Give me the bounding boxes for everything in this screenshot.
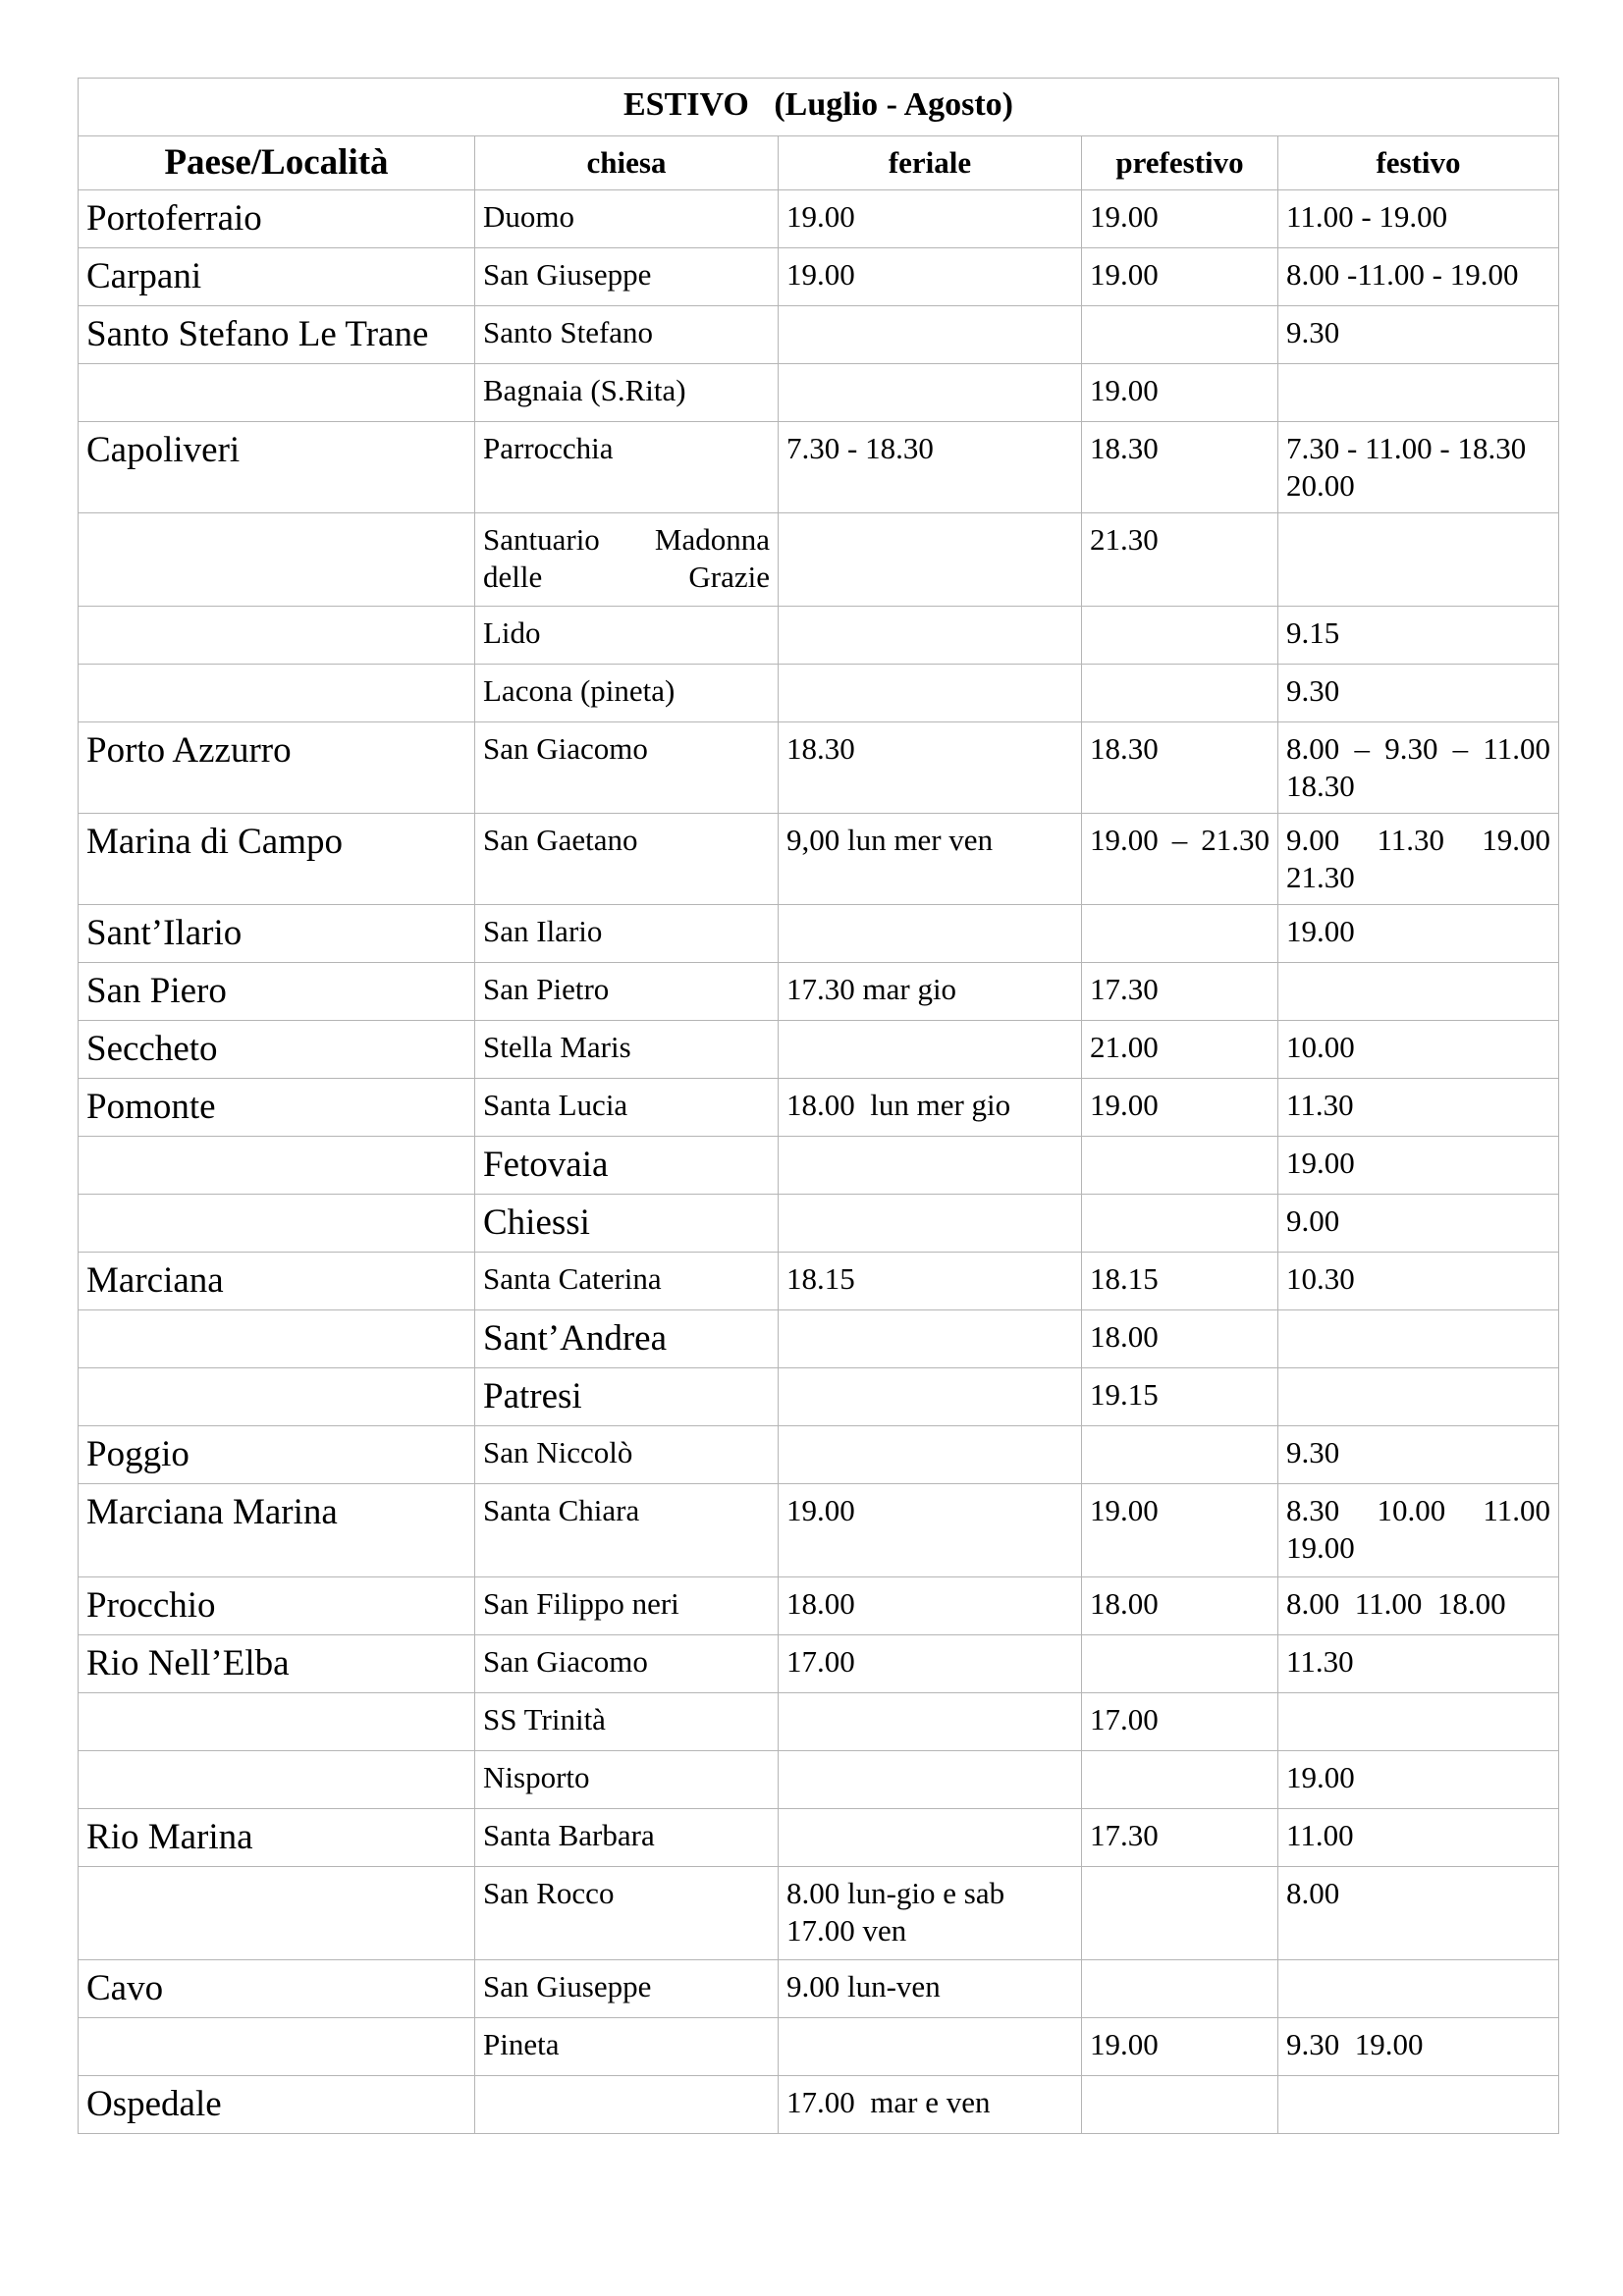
table-row xyxy=(79,1368,1559,1426)
weekday-cell xyxy=(779,1693,1082,1751)
church-cell: Fetovaia xyxy=(475,1137,779,1195)
header-weekday: feriale xyxy=(779,136,1082,190)
table-row xyxy=(79,190,1559,248)
church-cell: San Filippo neri xyxy=(475,1577,779,1635)
church-cell: Bagnaia (S.Rita) xyxy=(475,364,779,422)
festive-cell: 11.30 xyxy=(1278,1079,1559,1137)
place-cell: Capoliveri xyxy=(79,422,475,513)
prefestive-cell: 19.00 xyxy=(1082,248,1278,306)
church-cell: San Giacomo xyxy=(475,1635,779,1693)
place-cell: Santo Stefano Le Trane xyxy=(79,306,475,364)
table-title: ESTIVO (Luglio - Agosto) xyxy=(79,79,1559,136)
place-cell: Carpani xyxy=(79,248,475,306)
prefestive-cell: 19.00 – 21.30 xyxy=(1082,814,1278,905)
table-row xyxy=(79,722,1559,814)
place-cell xyxy=(79,513,475,607)
weekday-cell xyxy=(779,1809,1082,1867)
weekday-cell: 19.00 xyxy=(779,190,1082,248)
table-row xyxy=(79,2076,1559,2134)
table-row xyxy=(79,1195,1559,1253)
place-cell: Sant’Ilario xyxy=(79,905,475,963)
festive-cell: 9.00 11.30 19.00 21.30 xyxy=(1278,814,1559,905)
place-cell xyxy=(79,607,475,665)
weekday-cell xyxy=(779,1751,1082,1809)
prefestive-cell: 19.00 xyxy=(1082,1484,1278,1577)
place-cell: Cavo xyxy=(79,1960,475,2018)
prefestive-cell xyxy=(1082,1137,1278,1195)
festive-cell xyxy=(1278,1693,1559,1751)
weekday-cell xyxy=(779,1137,1082,1195)
church-cell: San Giuseppe xyxy=(475,1960,779,2018)
festive-cell: 8.30 10.00 11.00 19.00 xyxy=(1278,1484,1559,1577)
prefestive-cell xyxy=(1082,1635,1278,1693)
church-cell: San Rocco xyxy=(475,1867,779,1960)
festive-cell xyxy=(1278,1310,1559,1368)
weekday-cell: 17.00 mar e ven xyxy=(779,2076,1082,2134)
festive-cell: 11.00 xyxy=(1278,1809,1559,1867)
place-cell: Ospedale xyxy=(79,2076,475,2134)
festive-cell xyxy=(1278,513,1559,607)
festive-cell: 8.00 – 9.30 – 11.00 18.30 xyxy=(1278,722,1559,814)
place-cell xyxy=(79,1310,475,1368)
prefestive-cell xyxy=(1082,1867,1278,1960)
prefestive-cell xyxy=(1082,2076,1278,2134)
church-cell: San Giacomo xyxy=(475,722,779,814)
table-row xyxy=(79,665,1559,722)
festive-cell: 9.00 xyxy=(1278,1195,1559,1253)
church-cell: Pineta xyxy=(475,2018,779,2076)
table-row xyxy=(79,814,1559,905)
weekday-cell: 7.30 - 18.30 xyxy=(779,422,1082,513)
festive-cell: 10.00 xyxy=(1278,1021,1559,1079)
festive-cell: 10.30 xyxy=(1278,1253,1559,1310)
church-cell: Santa Barbara xyxy=(475,1809,779,1867)
table-row xyxy=(79,513,1559,607)
festive-cell: 19.00 xyxy=(1278,905,1559,963)
header-place: Paese/Località xyxy=(79,136,475,190)
place-cell xyxy=(79,1368,475,1426)
church-cell: Duomo xyxy=(475,190,779,248)
place-cell xyxy=(79,364,475,422)
table-row xyxy=(79,1253,1559,1310)
church-cell: San Niccolò xyxy=(475,1426,779,1484)
table-row xyxy=(79,422,1559,513)
prefestive-cell xyxy=(1082,306,1278,364)
table-row xyxy=(79,1960,1559,2018)
weekday-cell xyxy=(779,665,1082,722)
festive-cell: 9.30 xyxy=(1278,1426,1559,1484)
place-cell: Seccheto xyxy=(79,1021,475,1079)
festive-cell xyxy=(1278,1960,1559,2018)
table-row xyxy=(79,1693,1559,1751)
festive-cell: 8.00 xyxy=(1278,1867,1559,1960)
weekday-cell: 19.00 xyxy=(779,248,1082,306)
church-cell: Nisporto xyxy=(475,1751,779,1809)
prefestive-cell xyxy=(1082,905,1278,963)
prefestive-cell: 19.00 xyxy=(1082,1079,1278,1137)
festive-cell: 19.00 xyxy=(1278,1751,1559,1809)
festive-cell: 11.30 xyxy=(1278,1635,1559,1693)
church-cell: Santa Chiara xyxy=(475,1484,779,1577)
festive-cell xyxy=(1278,364,1559,422)
church-cell: San Ilario xyxy=(475,905,779,963)
prefestive-cell: 17.00 xyxy=(1082,1693,1278,1751)
prefestive-cell: 19.15 xyxy=(1082,1368,1278,1426)
weekday-cell xyxy=(779,1021,1082,1079)
prefestive-cell xyxy=(1082,1960,1278,2018)
table-row xyxy=(79,963,1559,1021)
church-cell: San Pietro xyxy=(475,963,779,1021)
church-cell: Lacona (pineta) xyxy=(475,665,779,722)
place-cell: Marciana Marina xyxy=(79,1484,475,1577)
church-cell: San Giuseppe xyxy=(475,248,779,306)
prefestive-cell xyxy=(1082,1195,1278,1253)
prefestive-cell: 21.30 xyxy=(1082,513,1278,607)
festive-cell: 9.30 xyxy=(1278,306,1559,364)
church-cell: San Gaetano xyxy=(475,814,779,905)
weekday-cell: 18.00 xyxy=(779,1577,1082,1635)
place-cell: San Piero xyxy=(79,963,475,1021)
festive-cell: 8.00 -11.00 - 19.00 xyxy=(1278,248,1559,306)
table-row xyxy=(79,1310,1559,1368)
festive-cell: 9.30 19.00 xyxy=(1278,2018,1559,2076)
table-row xyxy=(79,248,1559,306)
prefestive-cell: 17.30 xyxy=(1082,963,1278,1021)
church-cell: Patresi xyxy=(475,1368,779,1426)
prefestive-cell: 19.00 xyxy=(1082,190,1278,248)
prefestive-cell xyxy=(1082,607,1278,665)
place-cell: Marciana xyxy=(79,1253,475,1310)
header-festive: festivo xyxy=(1278,136,1559,190)
church-cell: Santuario Madonna delle Grazie xyxy=(475,513,779,607)
festive-cell xyxy=(1278,1368,1559,1426)
weekday-cell: 18.30 xyxy=(779,722,1082,814)
table-row xyxy=(79,364,1559,422)
weekday-cell xyxy=(779,2018,1082,2076)
place-cell xyxy=(79,1195,475,1253)
church-cell: Stella Maris xyxy=(475,1021,779,1079)
weekday-cell xyxy=(779,513,1082,607)
table-row xyxy=(79,905,1559,963)
place-cell: Rio Marina xyxy=(79,1809,475,1867)
place-cell xyxy=(79,1137,475,1195)
table-row xyxy=(79,2018,1559,2076)
place-cell: Rio Nell’Elba xyxy=(79,1635,475,1693)
prefestive-cell xyxy=(1082,1751,1278,1809)
church-cell: Lido xyxy=(475,607,779,665)
table-row xyxy=(79,1079,1559,1137)
header-prefestive: prefestivo xyxy=(1082,136,1278,190)
table-row xyxy=(79,306,1559,364)
prefestive-cell: 18.30 xyxy=(1082,422,1278,513)
prefestive-cell xyxy=(1082,1426,1278,1484)
place-cell: Poggio xyxy=(79,1426,475,1484)
church-cell xyxy=(475,2076,779,2134)
place-cell: Marina di Campo xyxy=(79,814,475,905)
place-cell xyxy=(79,1693,475,1751)
festive-cell: 7.30 - 11.00 - 18.30 20.00 xyxy=(1278,422,1559,513)
mass-schedule-table xyxy=(78,78,1559,2134)
festive-cell: 9.30 xyxy=(1278,665,1559,722)
weekday-cell xyxy=(779,1195,1082,1253)
place-cell: Procchio xyxy=(79,1577,475,1635)
festive-cell: 11.00 - 19.00 xyxy=(1278,190,1559,248)
weekday-cell xyxy=(779,607,1082,665)
schedule-rows xyxy=(79,190,1559,2134)
church-cell: SS Trinità xyxy=(475,1693,779,1751)
weekday-cell xyxy=(779,1368,1082,1426)
weekday-cell xyxy=(779,1310,1082,1368)
place-cell: Porto Azzurro xyxy=(79,722,475,814)
weekday-cell xyxy=(779,905,1082,963)
weekday-cell xyxy=(779,1426,1082,1484)
header-church: chiesa xyxy=(475,136,779,190)
table-row xyxy=(79,1137,1559,1195)
table-row xyxy=(79,1867,1559,1960)
prefestive-cell: 19.00 xyxy=(1082,364,1278,422)
church-cell: Santo Stefano xyxy=(475,306,779,364)
weekday-cell: 8.00 lun-gio e sab 17.00 ven xyxy=(779,1867,1082,1960)
table-row xyxy=(79,1021,1559,1079)
weekday-cell: 9,00 lun mer ven xyxy=(779,814,1082,905)
prefestive-cell: 18.30 xyxy=(1082,722,1278,814)
table-row xyxy=(79,1577,1559,1635)
church-cell: Sant’Andrea xyxy=(475,1310,779,1368)
weekday-cell: 19.00 xyxy=(779,1484,1082,1577)
church-cell: Parrocchia xyxy=(475,422,779,513)
prefestive-cell: 17.30 xyxy=(1082,1809,1278,1867)
festive-cell xyxy=(1278,2076,1559,2134)
table-row xyxy=(79,1484,1559,1577)
weekday-cell: 9.00 lun-ven xyxy=(779,1960,1082,2018)
place-cell xyxy=(79,1751,475,1809)
place-cell xyxy=(79,665,475,722)
festive-cell: 9.15 xyxy=(1278,607,1559,665)
church-cell: Chiessi xyxy=(475,1195,779,1253)
table-row xyxy=(79,1809,1559,1867)
place-cell xyxy=(79,1867,475,1960)
table-row xyxy=(79,1751,1559,1809)
festive-cell xyxy=(1278,963,1559,1021)
weekday-cell: 17.30 mar gio xyxy=(779,963,1082,1021)
prefestive-cell xyxy=(1082,665,1278,722)
weekday-cell xyxy=(779,364,1082,422)
table-row xyxy=(79,607,1559,665)
prefestive-cell: 21.00 xyxy=(1082,1021,1278,1079)
weekday-cell: 17.00 xyxy=(779,1635,1082,1693)
weekday-cell xyxy=(779,306,1082,364)
weekday-cell: 18.15 xyxy=(779,1253,1082,1310)
place-cell xyxy=(79,2018,475,2076)
church-cell: Santa Lucia xyxy=(475,1079,779,1137)
place-cell: Pomonte xyxy=(79,1079,475,1137)
church-cell: Santa Caterina xyxy=(475,1253,779,1310)
table-row xyxy=(79,1635,1559,1693)
prefestive-cell: 19.00 xyxy=(1082,2018,1278,2076)
table-row xyxy=(79,1426,1559,1484)
place-cell: Portoferraio xyxy=(79,190,475,248)
prefestive-cell: 18.00 xyxy=(1082,1577,1278,1635)
weekday-cell: 18.00 lun mer gio xyxy=(779,1079,1082,1137)
prefestive-cell: 18.15 xyxy=(1082,1253,1278,1310)
prefestive-cell: 18.00 xyxy=(1082,1310,1278,1368)
festive-cell: 8.00 11.00 18.00 xyxy=(1278,1577,1559,1635)
festive-cell: 19.00 xyxy=(1278,1137,1559,1195)
